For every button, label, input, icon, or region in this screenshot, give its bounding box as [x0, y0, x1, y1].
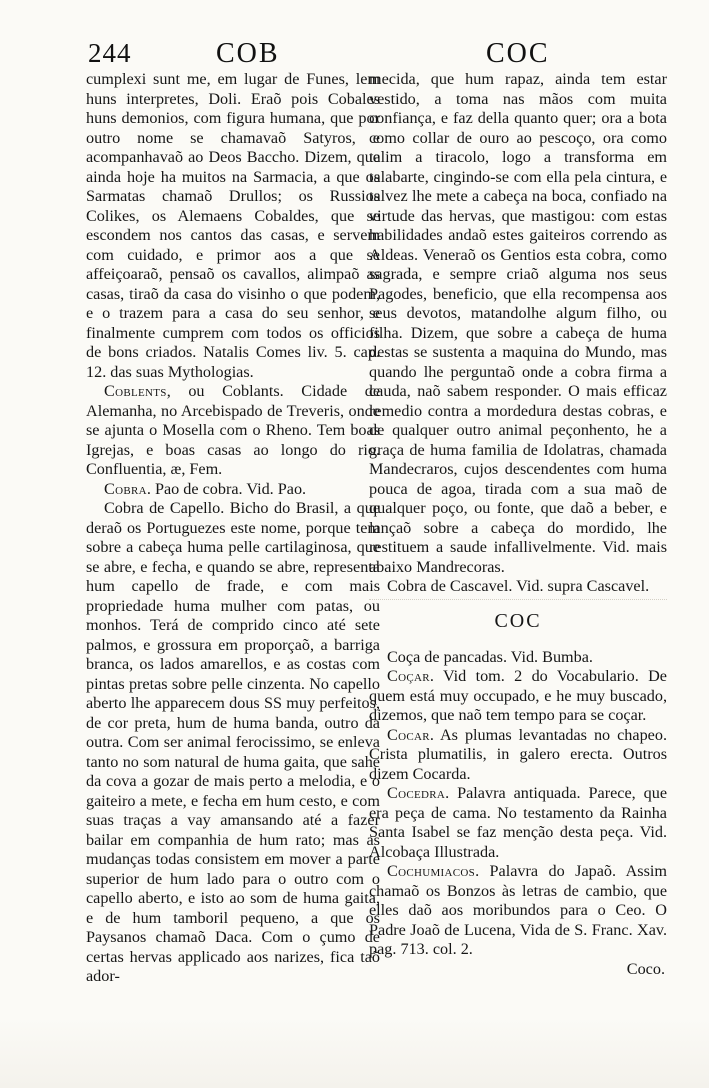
- entry-body: . Vid tom. 2 do Vocabulario. De quem está muy occupado, e he muy buscado, dizemos, que naõ tem tempo para se coçar.: [369, 667, 667, 724]
- entry-cobra-de-cascavel: Cobra de Cascavel. Vid. supra Cascavel.: [387, 577, 650, 595]
- right-column: [369, 70, 667, 1070]
- entry-coca: Coça de pancadas. Vid. Bumba.: [387, 647, 593, 666]
- entry-body: , ou Coblants. Cidade de Alemanha, no Arcebispado de Treveris, onde se ajunta o Mosella com o Rheno. Tem boas Igrejas, e boas casas ao longo do rio. Confluentia, æ, Fem.: [86, 382, 380, 478]
- page-bottom-shade: [0, 1018, 709, 1088]
- entry-body: . As plumas levantadas no chapeo. Crista plumatilis, in galero erecta. Outros dizem Cocarda.: [369, 725, 667, 783]
- entry-cobra-de-capello: Cobra de Capello. Bicho do Brasil, a que deraõ os Portuguezes este nome, porque tem sobre a cabeça huma pelle cartilaginosa, que se abre, e fecha, e quando se abre, representa hum capello de frade, e com mais propriedade huma mulher com patas, ou monhos. Terá de comprido cinco até sete palmos, e grossura em proporçaõ, a barriga branca, os lados amarellos, e as costas com pintas pretas sobre pelle cinzenta. No capello aberto lhe apparecem dous SS muy perfeitos, de cor preta, hum de huma banda, outro da outra. Com ser animal ferocissimo, se enleva tanto no som natural de huma gaita, que sahe da cova a gozar de mais perto a melodia, e o gaiteiro a mete, e fecha em hum cesto, e com suas traças a vay amansando até a fazer bailar em companhia de hum rato; mas as mudanças todas consistem em mover a parte superior de hum lado para o outro com o capello aberto, e isto ao som de huma gaita, e de hum tamboril pequeno, a que os Paysanos chamaõ Daca. Com o çumo de certas hervas applicado aos narizes, fica taõ ador-: [86, 499, 380, 985]
- catchword: Coco.: [626, 959, 665, 978]
- entry-term: Cochumiacos: [387, 862, 476, 880]
- entry-term: Coçar: [387, 667, 430, 685]
- entry-cobra: [86, 480, 380, 500]
- page-number: 244: [88, 38, 132, 68]
- entry-text-continued: mecida, que hum rapaz, ainda tem estar vestido, a toma nas mãos com muita confiança, e faz della quanto quer; ora a bota como collar de ouro ao pescoço, ora como talim a tiracolo, logo a transforma em talabarte, cingindo-se com ella pela cintura, e talvez lhe mete a cabeça na boca, confiado na virtude das hervas, que mastigou: com estas habilidades andaõ estes gaiteiros correndo as Aldeas. Veneraõ os Gentios esta cobra, como sagrada, e sempre criaõ alguma nos seus Pagodes, beneficio, que ella recompensa aos seus devotos, matandolhe algum filho, ou filha. Dizem, que sobre a cabeça de huma destas se sustenta a maquina do Mundo, mas quando lhe perguntaõ onde a cobra firma a cauda, naõ sabem responder. O mais efficaz remedio contra a mordedura destas cobras, e de qualquer outro animal peçonhento, he a graça de huma familia de Idolatras, chamada Mandecraros, cujos descendentes com huma pouca de agoa, tirada com a sua maõ de qualquer poço, ou fonte, que daõ a beber, e lançaõ sobre a cabeça do mordido, lhe restituem a saude infallivelmente. Vid. mais abaixo Mandrecoras.: [369, 70, 667, 576]
- left-headword: COB: [216, 38, 280, 69]
- entry-term: Cobra: [104, 479, 147, 498]
- entry-term: Coblents: [104, 382, 167, 400]
- entry-cochumiacos: [369, 862, 667, 960]
- left-column: [86, 70, 380, 1070]
- right-headword: COC: [486, 38, 550, 69]
- entry-cocedra: [369, 784, 667, 862]
- entry-coblents: [86, 382, 380, 480]
- entry-body: . Palavra antiquada. Parece, que era peça de cama. No testamento da Rainha Santa Isabel se faz menção desta peça. Vid. Alcobaça Illustrada.: [369, 784, 667, 861]
- entry-body: . Palavra do Japaõ. Assim chamaõ os Bonzos às letras de cambio, que elles daõ aos moribundos para o Ceo. O Padre Joaõ de Lucena, Vida de S. Franc. Xav. pag. 713. col. 2.: [369, 862, 667, 958]
- entry-term: Cocedra: [387, 784, 446, 802]
- entry-term: Cocar: [387, 725, 430, 744]
- entry-body: . Pao de cobra. Vid. Pao.: [146, 479, 307, 498]
- entry-cocar-verb: [369, 667, 667, 726]
- entry-cocar-noun: [369, 726, 667, 785]
- section-heading: COC: [494, 609, 542, 632]
- entry-text-cobales: cumplexi sunt me, em lugar de Funes, lem huns interpretes, Doli. Eraõ pois Cobales huns demonios, com figura humana, que por outro nome se chamavaõ Satyros, e acompanhavaõ ao Deos Baccho. Dizem, que ainda hoje ha muitos na Sarmacia, a que os Sarmatas chamaõ Drullos; os Russios Colikes, os Alemaens Cobaldes, que se escondem nos cantos das casas, e servem com cuidado, e primor aos a que se affeiçoaraõ, pensaõ os cavallos, alimpaõ as casas, tiraõ da casa do visinho o que podem, e o trazem para a casa do seu senhor, e finalmente cumprem com todos os officios de bons criados. Natalis Comes liv. 5. cap. 12. das suas Mythologias.: [86, 70, 380, 381]
- bleed-through-line: [369, 599, 667, 606]
- running-header: [0, 38, 709, 72]
